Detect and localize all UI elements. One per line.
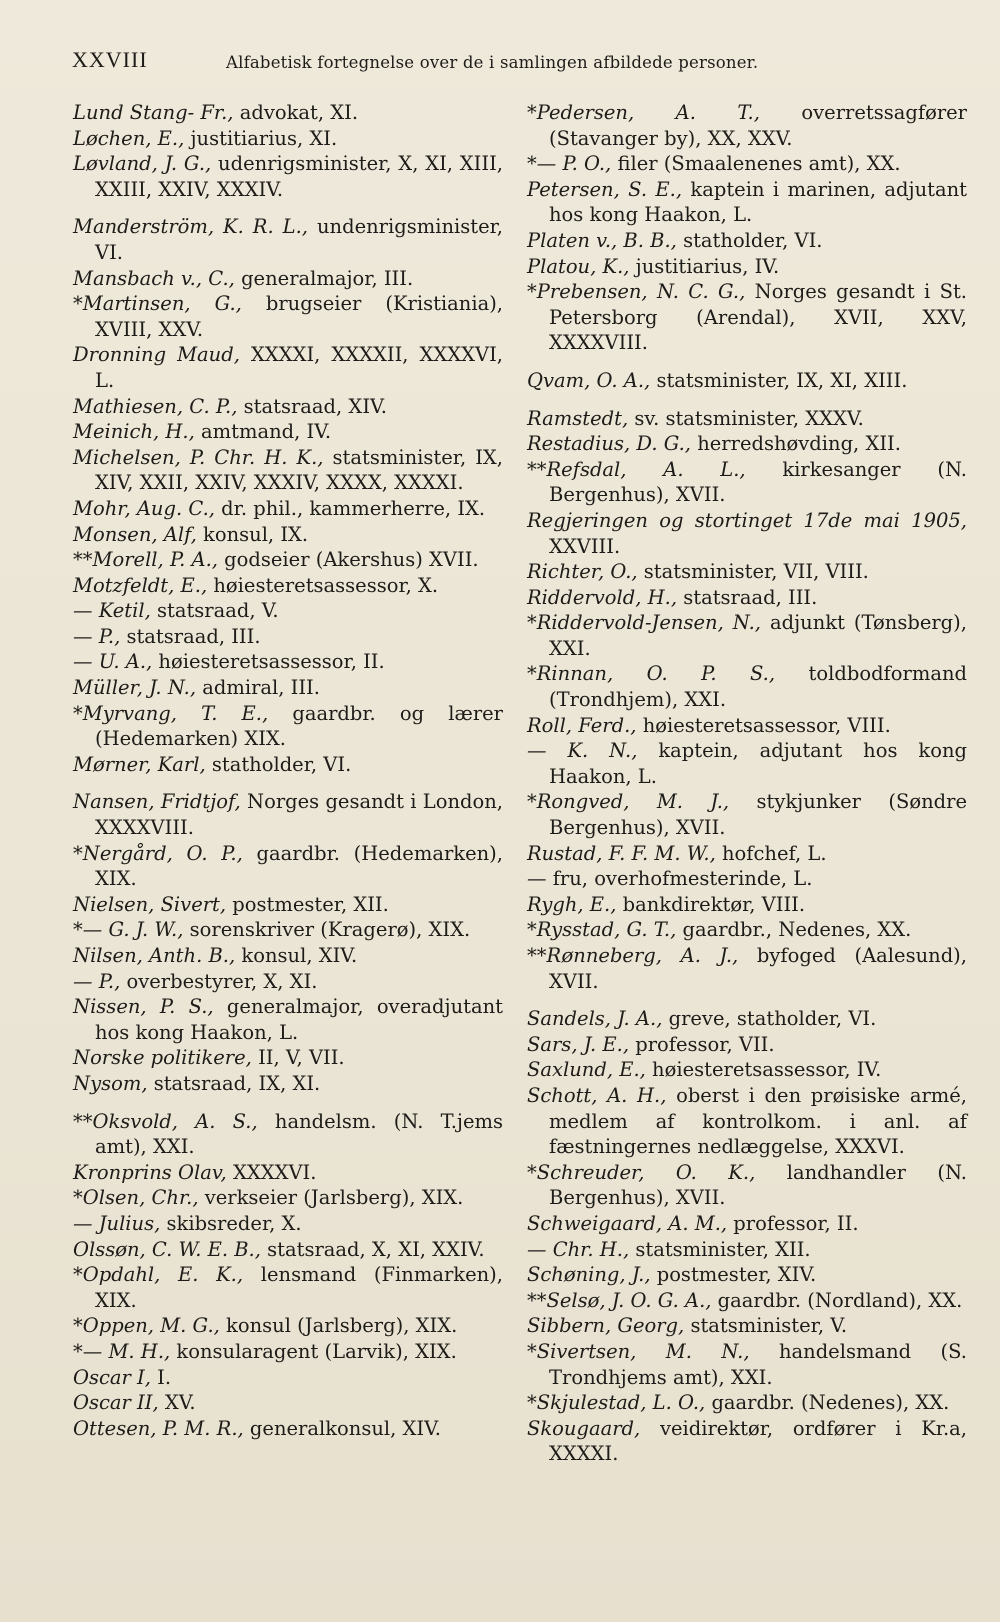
entry-name: Schøning, J., bbox=[527, 1263, 651, 1287]
entry-name: *Pedersen, A. T., bbox=[527, 101, 760, 124]
index-entry bbox=[73, 394, 503, 420]
index-entry bbox=[73, 969, 503, 995]
entry-description: sorenskriver (Kragerø), XIX. bbox=[183, 918, 471, 942]
index-entry bbox=[73, 1185, 503, 1211]
entry-description: landhandler (N. Bergenhus), XVII. bbox=[549, 1160, 967, 1210]
entry-name: Sars, J. E., bbox=[527, 1032, 630, 1056]
index-entry bbox=[527, 1160, 967, 1211]
entry-name: Petersen, S. E., bbox=[527, 177, 683, 201]
entry-name: *— M. H., bbox=[73, 1339, 171, 1363]
index-entry bbox=[73, 1365, 503, 1391]
index-entry bbox=[73, 841, 503, 892]
entry-name: Løvland, J. G., bbox=[73, 152, 212, 176]
entry-description: admiral, III. bbox=[196, 676, 320, 700]
entry-name: Platou, K., bbox=[527, 254, 630, 278]
entry-name: Rustad, F. F. M. W., bbox=[527, 841, 716, 865]
index-entry bbox=[527, 1288, 967, 1314]
entry-description: filer (Smaalenenes amt), XX. bbox=[611, 152, 901, 176]
entry-name: Regjeringen og stortinget 17de mai 1905, bbox=[527, 508, 967, 532]
index-entry bbox=[73, 675, 503, 701]
running-title: Alfabetisk fortegnelse over de i samlingen afbildede personer. bbox=[226, 53, 759, 72]
entry-description: justitiarius, XI. bbox=[184, 126, 338, 150]
entry-name: **Oksvold, A. S., bbox=[73, 1109, 258, 1133]
page-number: XXVIII bbox=[72, 47, 148, 72]
entry-name: Michelsen, P. Chr. H. K., bbox=[73, 445, 324, 469]
entry-name: *Rinnan, O. P. S., bbox=[527, 662, 776, 686]
entry-name: Oscar I, bbox=[73, 1365, 151, 1389]
entry-name: *Nergård, O. P., bbox=[73, 841, 243, 865]
entry-description: generalmajor, III. bbox=[234, 266, 414, 290]
entry-description: gaardbr. (Nordland), XX. bbox=[711, 1288, 963, 1312]
entry-description: adjunkt (Tønsberg), XXI. bbox=[549, 611, 967, 660]
entry-description: handelsmand (S. Trondhjems amt), XXI. bbox=[549, 1339, 967, 1389]
entry-name: Olssøn, C. W. E. B., bbox=[73, 1237, 261, 1261]
index-entry bbox=[527, 1032, 967, 1058]
entry-name: Mørner, Karl, bbox=[73, 752, 206, 776]
index-entry bbox=[73, 445, 503, 496]
entry-name: — bbox=[527, 867, 547, 891]
entry-name: Nielsen, Sivert, bbox=[73, 892, 227, 916]
entry-description: konsul, IX. bbox=[196, 522, 309, 546]
entry-description: professor, VII. bbox=[629, 1032, 775, 1056]
index-entry bbox=[73, 1262, 503, 1313]
entry-name: **Refsdal, A. L., bbox=[527, 457, 746, 481]
entry-description: veidirektør, ordfører i Kr.a, XXXXI. bbox=[549, 1416, 967, 1466]
entry-description: Norges gesandt i St. Petersborg (Arendal), XVII, XXV, XXXXVIII. bbox=[549, 280, 967, 355]
index-entry bbox=[527, 1313, 967, 1339]
index-entry bbox=[73, 1071, 503, 1097]
entry-name: *Oppen, M. G., bbox=[73, 1314, 220, 1338]
entry-description: konsularagent (Larvik), XIX. bbox=[170, 1339, 457, 1363]
entry-name: Ottesen, P. M. R., bbox=[73, 1416, 244, 1440]
entry-description: statholder, VI. bbox=[676, 228, 823, 252]
entry-name: Manderström, K. R. L., bbox=[73, 215, 308, 239]
entry-name: *Opdahl, E. K., bbox=[73, 1263, 244, 1287]
index-entry bbox=[73, 943, 503, 969]
index-entry bbox=[73, 547, 503, 573]
index-entry bbox=[73, 1237, 503, 1263]
entry-description: udenrigsminister, X, XI, XIII, XXIII, XXIV, XXXIV. bbox=[95, 152, 503, 201]
index-entry bbox=[527, 738, 967, 789]
entry-description: kaptein i marinen, adjutant hos kong Haakon, L. bbox=[549, 177, 967, 227]
entry-name: — K. N., bbox=[527, 739, 638, 763]
entry-name: Platen v., B. B., bbox=[527, 228, 677, 252]
index-entry bbox=[527, 661, 967, 712]
entry-description: høiesteretsassessor, X. bbox=[207, 573, 439, 597]
entry-description: statsminister, XII. bbox=[629, 1237, 811, 1261]
index-entry bbox=[527, 1006, 967, 1032]
entry-description: XV. bbox=[158, 1391, 196, 1415]
index-entry bbox=[527, 1339, 967, 1390]
index-entry bbox=[527, 1237, 967, 1263]
index-entry bbox=[527, 713, 967, 739]
entry-description: herredshøvding, XII. bbox=[691, 432, 901, 456]
index-entry bbox=[73, 1109, 503, 1160]
index-entry bbox=[73, 291, 503, 342]
index-entry bbox=[73, 1313, 503, 1339]
entry-name: *Schreuder, O. K., bbox=[527, 1160, 756, 1184]
entry-name: — Ketil, bbox=[73, 599, 151, 623]
entry-name: — P., bbox=[73, 624, 121, 648]
entry-name: Sibbern, Georg, bbox=[527, 1314, 685, 1338]
entry-description: generalmajor, overadjutant hos kong Haakon, L. bbox=[95, 995, 504, 1044]
entry-description: professor, II. bbox=[727, 1211, 859, 1235]
index-entry bbox=[527, 177, 967, 228]
entry-description: undenrigsminister, VI. bbox=[95, 215, 503, 264]
index-entry bbox=[73, 214, 503, 265]
index-entry bbox=[527, 1416, 967, 1467]
index-entry bbox=[527, 457, 967, 508]
entry-description: brugseier (Kristiania), XVIII, XXV. bbox=[95, 292, 504, 341]
index-entry bbox=[73, 917, 503, 943]
index-entry bbox=[73, 752, 503, 778]
index-entry bbox=[527, 228, 967, 254]
entry-description: høiesteretsassessor, IV. bbox=[645, 1058, 882, 1082]
entry-name: — Julius, bbox=[73, 1211, 161, 1235]
entry-description: II, V, VII. bbox=[251, 1046, 345, 1070]
entry-description: XXVIII. bbox=[549, 534, 621, 558]
index-entry bbox=[527, 610, 967, 661]
entry-name: Meinich, H., bbox=[73, 420, 195, 444]
entry-description: statsminister, IX, XIV, XXII, XXIV, XXXIV, XXXX, XXXXI. bbox=[95, 445, 504, 495]
index-entry bbox=[527, 1390, 967, 1416]
entry-description: dr. phil., kammerherre, IX. bbox=[214, 496, 486, 520]
entry-description: postmester, XII. bbox=[226, 892, 389, 916]
index-entry bbox=[527, 368, 967, 394]
entry-description: advokat, XI. bbox=[233, 101, 359, 124]
entry-name: Müller, J. N., bbox=[73, 676, 197, 700]
entry-name: — U. A., bbox=[73, 650, 153, 674]
entry-name: Roll, Ferd., bbox=[527, 713, 637, 737]
entry-description: handelsm. (N. T.jems amt), XXI. bbox=[95, 1109, 503, 1159]
entry-name: Restadius, D. G., bbox=[527, 432, 691, 456]
entry-name: Skougaard, bbox=[527, 1416, 641, 1440]
entry-description: fru, overhofmesterinde, L. bbox=[546, 867, 813, 891]
index-entry bbox=[73, 342, 503, 393]
entry-description: amtmand, IV. bbox=[194, 420, 332, 444]
entry-name: Nissen, P. S., bbox=[73, 995, 214, 1019]
index-entry bbox=[73, 892, 503, 918]
entry-name: — Chr. H., bbox=[527, 1237, 630, 1261]
index-entry bbox=[73, 266, 503, 292]
entry-name: Monsen, Alf, bbox=[73, 522, 197, 546]
index-entry bbox=[527, 1262, 967, 1288]
entry-description: statsraad, IX, XI. bbox=[147, 1071, 321, 1095]
entry-name: *Prebensen, N. C. G., bbox=[527, 280, 746, 304]
entry-name: Mansbach v., C., bbox=[73, 266, 235, 290]
entry-name: *Rysstad, G. T., bbox=[527, 918, 677, 942]
entry-name: Rygh, E., bbox=[527, 892, 617, 916]
index-entry bbox=[527, 1083, 967, 1160]
entry-name: Mohr, Aug. C., bbox=[73, 496, 215, 520]
entry-description: kaptein, adjutant hos kong Haakon, L. bbox=[549, 739, 967, 788]
entry-name: Dronning Maud, bbox=[73, 343, 240, 367]
entry-name: *Riddervold-Jensen, N., bbox=[527, 611, 761, 635]
index-entry bbox=[527, 943, 967, 994]
entry-name: *— P. O., bbox=[527, 152, 612, 176]
entry-description: statholder, VI. bbox=[205, 752, 352, 776]
entry-description: postmester, XIV. bbox=[650, 1263, 817, 1287]
entry-description: toldbodformand (Trondhjem), XXI. bbox=[549, 662, 967, 712]
index-entry bbox=[527, 789, 967, 840]
index-entry bbox=[73, 649, 503, 675]
entry-description: XXXXVI. bbox=[226, 1160, 317, 1184]
entry-name: **Selsø, J. O. G. A., bbox=[527, 1288, 712, 1312]
entry-description: statsraad, V. bbox=[150, 599, 279, 623]
index-entry bbox=[527, 1211, 967, 1237]
entry-description: kirkesanger (N. Bergenhus), XVII. bbox=[549, 457, 967, 507]
entry-name: *Martinsen, G., bbox=[73, 292, 242, 316]
entry-description: justitiarius, IV. bbox=[629, 254, 780, 278]
entry-name: Motzfeldt, E., bbox=[73, 573, 208, 597]
index-entry bbox=[527, 585, 967, 611]
entry-description: statsminister, V. bbox=[684, 1314, 848, 1338]
entry-name: Nysom, bbox=[73, 1071, 148, 1095]
entry-description: skibsreder, X. bbox=[160, 1211, 302, 1235]
entry-description: statsminister, VII, VIII. bbox=[637, 560, 869, 584]
entry-name: Nilsen, Anth. B., bbox=[73, 944, 236, 967]
entry-name: *Rongved, M. J., bbox=[527, 790, 730, 814]
entry-name: Richter, O., bbox=[527, 560, 638, 584]
entry-name: Oscar II, bbox=[73, 1391, 159, 1415]
entry-description: konsul, XIV. bbox=[235, 944, 358, 967]
index-entry bbox=[73, 1416, 503, 1442]
entry-description: statsraad, III. bbox=[677, 585, 818, 609]
index-entry bbox=[73, 1390, 503, 1416]
entry-name: Schweigaard, A. M., bbox=[527, 1211, 728, 1235]
entry-description: gaardbr., Nedenes, XX. bbox=[676, 918, 912, 942]
entry-description: byfoged (Aalesund), XVII. bbox=[549, 944, 967, 993]
entry-name: Ramstedt, bbox=[527, 406, 629, 430]
entry-name: *Myrvang, T. E., bbox=[73, 701, 269, 725]
entry-name: *Olsen, Chr., bbox=[73, 1186, 199, 1210]
entry-name: *— G. J. W., bbox=[73, 918, 184, 942]
entry-description: høiesteretsassessor, VIII. bbox=[636, 713, 891, 737]
entry-name: — P., bbox=[73, 969, 121, 993]
index-entry bbox=[73, 126, 503, 152]
index-entry bbox=[73, 100, 503, 126]
index-entry bbox=[527, 917, 967, 943]
entry-description: statsminister, IX, XI, XIII. bbox=[650, 368, 908, 392]
entry-description: overretssagfører (Stavanger by), XX, XXV. bbox=[549, 101, 968, 150]
entry-description: statsraad, III. bbox=[120, 624, 261, 648]
index-entry bbox=[73, 1045, 503, 1071]
entry-name: *Sivertsen, M. N., bbox=[527, 1339, 750, 1363]
right-column bbox=[527, 100, 967, 1467]
entry-name: Saxlund, E., bbox=[527, 1058, 646, 1082]
entry-name: Lund Stang- Fr., bbox=[73, 101, 234, 124]
entry-description: statsraad, XIV. bbox=[237, 394, 387, 418]
index-entry bbox=[73, 419, 503, 445]
index-entry bbox=[73, 1339, 503, 1365]
left-column bbox=[73, 100, 503, 1441]
index-entry bbox=[527, 892, 967, 918]
index-entry bbox=[73, 573, 503, 599]
entry-description: verkseier (Jarlsberg), XIX. bbox=[198, 1186, 464, 1210]
entry-description: greve, statholder, VI. bbox=[662, 1007, 877, 1031]
index-entry bbox=[527, 559, 967, 585]
index-entry bbox=[73, 701, 503, 752]
entry-description: sv. statsminister, XXXV. bbox=[628, 406, 864, 430]
index-entry bbox=[527, 151, 967, 177]
index-entry bbox=[527, 100, 967, 151]
entry-name: Sandels, J. A., bbox=[527, 1007, 663, 1031]
index-entry bbox=[527, 841, 967, 867]
entry-name: *Skjulestad, L. O., bbox=[527, 1391, 706, 1415]
entry-description: oberst i den prøisiske armé, medlem af kontrolkom. i anl. af fæstningernes nedlæggelse, XXXVI. bbox=[549, 1083, 967, 1159]
entry-name: Riddervold, H., bbox=[527, 585, 678, 609]
index-entry bbox=[527, 866, 967, 892]
index-entry bbox=[73, 522, 503, 548]
index-entry bbox=[73, 624, 503, 650]
entry-description: konsul (Jarlsberg), XIX. bbox=[219, 1314, 458, 1338]
entry-description: Norges gesandt i London, XXXXVIII. bbox=[95, 790, 503, 840]
entry-description: hofchef, L. bbox=[715, 841, 827, 865]
entry-name: **Rønneberg, A. J., bbox=[527, 944, 739, 967]
entry-description: godseier (Akershus) XVII. bbox=[217, 548, 479, 572]
entry-name: Løchen, E., bbox=[73, 126, 185, 150]
entry-description: gaardbr. (Hedemarken), XIX. bbox=[95, 841, 503, 891]
index-entry bbox=[73, 151, 503, 202]
page-header bbox=[72, 47, 932, 81]
index-entry bbox=[73, 496, 503, 522]
entry-name: **Morell, P. A., bbox=[73, 548, 218, 572]
index-entry bbox=[527, 254, 967, 280]
index-entry bbox=[527, 406, 967, 432]
index-entry bbox=[73, 994, 503, 1045]
entry-description: lensmand (Finmarken), XIX. bbox=[95, 1263, 503, 1312]
index-entry bbox=[527, 279, 967, 356]
index-entry bbox=[527, 1057, 967, 1083]
entry-description: I. bbox=[150, 1365, 172, 1389]
entry-description: høiesteretsassessor, II. bbox=[152, 650, 385, 674]
entry-name: Qvam, O. A., bbox=[527, 368, 651, 392]
entry-description: generalkonsul, XIV. bbox=[243, 1416, 441, 1440]
entry-description: overbestyrer, X, XI. bbox=[120, 969, 318, 993]
entry-description: statsraad, X, XI, XXIV. bbox=[260, 1237, 485, 1261]
entry-description: gaardbr. og lærer (Hedemarken) XIX. bbox=[95, 701, 503, 751]
index-entry bbox=[527, 431, 967, 457]
entry-name: Mathiesen, C. P., bbox=[73, 394, 238, 418]
entry-name: Nansen, Fridtjof, bbox=[73, 790, 241, 814]
index-entry bbox=[527, 508, 967, 559]
entry-name: Schott, A. H., bbox=[527, 1083, 667, 1107]
index-entry bbox=[73, 789, 503, 840]
entry-name: Kronprins Olav, bbox=[73, 1160, 227, 1184]
index-entry bbox=[73, 1211, 503, 1237]
entry-name: Norske politikere, bbox=[73, 1046, 252, 1070]
entry-description: XXXXI, XXXXII, XXXXVI, L. bbox=[95, 343, 503, 392]
entry-description: bankdirektør, VIII. bbox=[616, 892, 806, 916]
entry-description: gaardbr. (Nedenes), XX. bbox=[705, 1391, 950, 1415]
entry-description: stykjunker (Søndre Bergenhus), XVII. bbox=[549, 790, 967, 840]
index-entry bbox=[73, 1160, 503, 1186]
index-entry bbox=[73, 598, 503, 624]
